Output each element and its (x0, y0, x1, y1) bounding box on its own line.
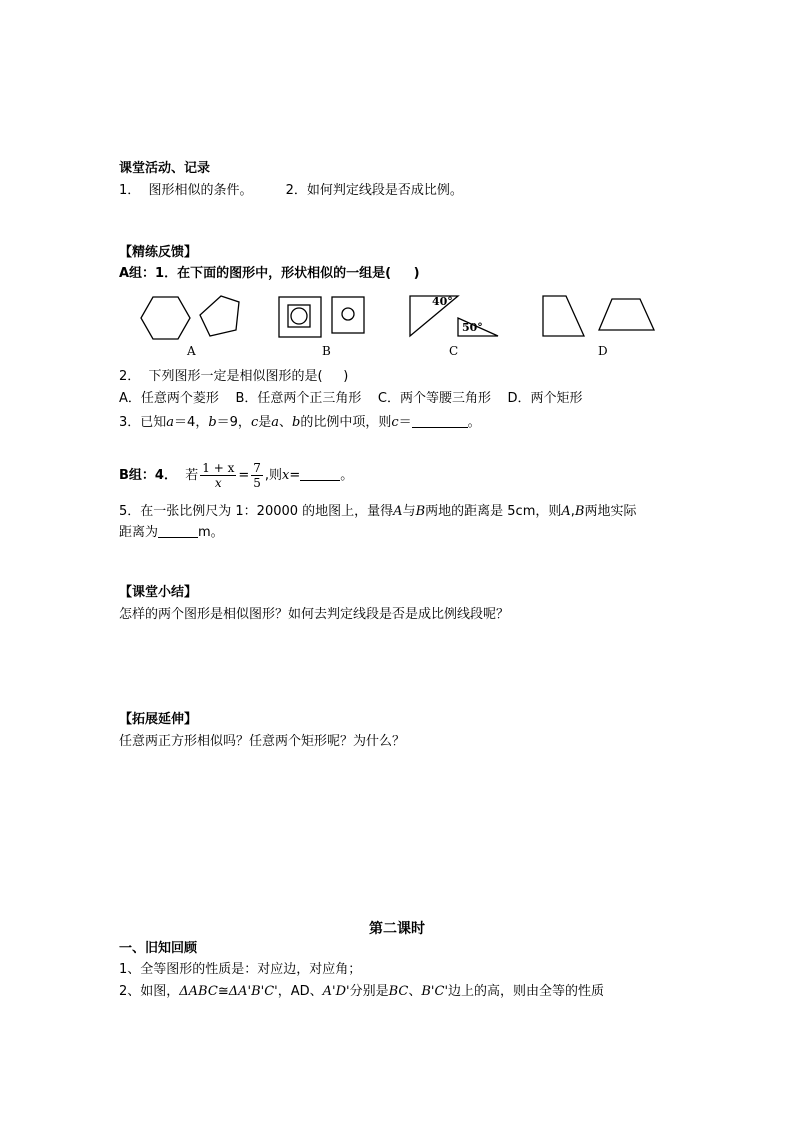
q5-text-c: 两地的距离是 5cm，则 (425, 504, 562, 519)
figure-label-A: A (187, 344, 196, 358)
groupA-q1-text: A组：1．在下面的图形中，形状相似的一组是( ) (119, 266, 420, 281)
q4-end: 。 (340, 468, 354, 483)
q2-option-d: D．两个矩形 (507, 391, 583, 406)
pentagon-shape (200, 296, 239, 336)
q3-var-c2: c (391, 415, 399, 430)
q4-lhs-num: 1 + x (202, 461, 235, 475)
q4-eq: = (238, 468, 250, 483)
inner-circle-1 (291, 308, 307, 324)
q3-var-a2: a (271, 415, 279, 430)
q2-option-a: A．任意两个菱形 (119, 391, 219, 406)
q5-text-b: 与 (402, 504, 416, 519)
triangle-abc: ΔABC (179, 984, 218, 999)
triangle-abc-prime: ΔA'B'C' (228, 984, 278, 999)
q4-eq2: = (289, 468, 301, 483)
q2: 2． 下列图形一定是相似图形的是( ) (119, 369, 349, 384)
review-heading: 一、旧知回顾 (119, 941, 198, 956)
q3-b-val: ＝9， (216, 415, 251, 430)
angle-40-label: 40° (432, 295, 453, 308)
q4-if: 若 (185, 468, 199, 483)
activity-item2: 2．如何判定线段是否成比例。 (285, 183, 463, 198)
q5-point-A: A (393, 504, 403, 519)
activity-items (119, 182, 463, 200)
q3-sep: 、 (279, 415, 293, 430)
square-with-inner-square (279, 297, 321, 337)
q4-answer-blank[interactable] (300, 467, 340, 481)
review-item2-c: 分别是 (349, 984, 389, 999)
summary-heading: 【课堂小结】 (119, 585, 198, 600)
q4-var-x: x (282, 468, 290, 483)
review-item2 (119, 983, 604, 1001)
q5-line2-a: 距离为 (119, 525, 159, 540)
review-item2-e: 边上的高，则由全等的性质 (448, 984, 605, 999)
q4-then: ,则 (264, 468, 283, 483)
review-item1: 1、全等图形的性质是：对应边，对应角； (119, 962, 362, 977)
q4-rhs-num: 7 (253, 461, 261, 475)
q5-answer-blank[interactable] (158, 524, 198, 538)
q5-point-A2: A (561, 504, 571, 519)
q3-a-val: ＝4， (174, 415, 209, 430)
hexagon-shape (141, 297, 190, 339)
q4-lhs-fraction (200, 461, 236, 490)
q5-point-B2: B (574, 504, 585, 519)
figure-label-D: D (598, 344, 608, 358)
q3-answer-blank[interactable] (412, 414, 468, 428)
q4-rhs-den: 5 (253, 476, 261, 490)
extend-heading: 【拓展延伸】 (119, 712, 198, 727)
q4-rhs-fraction (251, 461, 263, 490)
practice-heading: 【精练反馈】 (119, 245, 198, 260)
review-item2-a: 2、如图， (119, 984, 180, 999)
inner-circle-2 (342, 308, 354, 320)
q3-var-b: b (208, 415, 217, 430)
square-with-circle (332, 297, 364, 333)
q3-var-a: a (166, 415, 175, 430)
q3-mid: 是 (258, 415, 272, 430)
figure-label-B: B (322, 344, 331, 358)
q2-option-c: C．两个等腰三角形 (377, 391, 491, 406)
segment-bc-prime: B'C' (421, 984, 449, 999)
q3 (119, 414, 481, 432)
q5-text-a: 5．在一张比例尺为 1：20000 的地图上，量得 (119, 504, 394, 519)
groupA-q1 (119, 265, 420, 283)
segment-ad-prime: A'D' (322, 984, 350, 999)
review-item2-b: ，AD、 (277, 984, 323, 999)
q4-lhs-den: x (214, 476, 222, 490)
q5-line1 (119, 503, 636, 521)
activity-item1-num: 1． (119, 183, 141, 198)
q3-var-b2: b (292, 415, 301, 430)
q3-prefix: 3．已知 (119, 415, 167, 430)
q5-point-B: B (415, 504, 426, 519)
q5-comma: , (570, 504, 575, 519)
trapezoid-1 (543, 296, 584, 336)
activity-item1: 图形相似的条件。 (148, 183, 253, 198)
q3-eq: ＝ (398, 415, 412, 430)
second-lesson-title: 第二课时 (369, 921, 425, 937)
q3-var-c: c (250, 415, 259, 430)
q2-option-b: B．任意两个正三角形 (235, 391, 362, 406)
q3-mid2: 的比例中项，则 (300, 415, 392, 430)
q5-line2 (119, 524, 224, 542)
angle-50-label: 50° (462, 321, 483, 334)
groupB-prefix: B组：4． (119, 468, 177, 483)
q4 (119, 460, 353, 492)
q2-options (119, 390, 583, 408)
similarity-figures (0, 285, 794, 375)
q5-text-d: 两地实际 (584, 504, 637, 519)
q5-line2-b: m。 (198, 525, 224, 540)
q3-end: 。 (467, 415, 481, 430)
review-item2-d: 、 (408, 984, 422, 999)
extend-text: 任意两正方形相似吗？任意两个矩形呢？为什么？ (119, 734, 406, 749)
figure-label-C: C (449, 344, 459, 358)
activity-heading: 课堂活动、记录 (119, 161, 211, 176)
congruent-symbol: ≅ (217, 984, 229, 999)
trapezoid-2 (599, 299, 654, 330)
summary-text: 怎样的两个图形是相似图形？如何去判定线段是否是成比例线段呢？ (119, 607, 510, 622)
segment-bc: BC (388, 984, 409, 999)
